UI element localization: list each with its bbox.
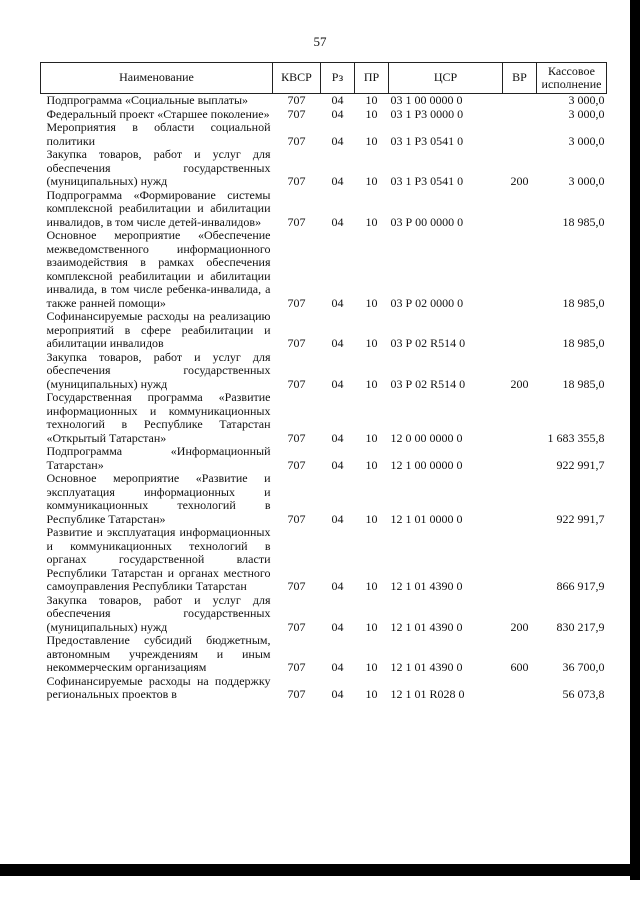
table-row (41, 94, 607, 108)
header-rz: Рз (321, 63, 355, 94)
cell-rz: 04 (331, 133, 344, 148)
cell-name: Закупка товаров, работ и услуг для обеспечения государственных (муниципальных) нужд (46, 592, 271, 634)
cell-pr: 10 (365, 106, 378, 121)
cell-name: Софинансируемые расходы на поддержку региональных проектов в (46, 673, 271, 701)
cell-vr (503, 675, 537, 702)
cell-kvsr: 707 (287, 93, 306, 107)
cell-name: Основное мероприятие «Обеспечение межведомственного информационного взаимодействия в рамках обеспечения комплексной реабилитации и абилитации инвалида, в том числе ребенка-инвалида, а также ранней помощи» (46, 228, 271, 310)
cell-pr: 10 (365, 295, 378, 310)
cell-csr: 12 0 00 0000 0 (390, 430, 463, 445)
cell-name: Основное мероприятие «Развитие и эксплуатация информационных и коммуникационных технологий в Республике Татарстан» (46, 471, 271, 526)
cell-rz: 04 (331, 579, 344, 593)
cell-name: Софинансируемые расходы на реализацию мероприятий в сфере реабилитации и абилитации инвалидов (46, 309, 271, 350)
cell-pr: 10 (365, 336, 378, 350)
table-row (41, 108, 607, 122)
cell-amount: 830 217,9 (556, 619, 605, 634)
cell-amount: 3 000,0 (568, 106, 605, 121)
cell-rz: 04 (331, 687, 344, 701)
cell-amount: 36 700,0 (562, 660, 605, 674)
cell-kvsr: 707 (287, 133, 306, 148)
table-row (41, 472, 607, 526)
cell-csr: 03 1 P3 0541 0 (390, 174, 464, 188)
cell-csr: 03 Р 02 R514 0 (390, 336, 466, 350)
table-row (41, 148, 607, 189)
cell-vr: 600 (510, 660, 529, 674)
cell-amount: 3 000,0 (568, 133, 605, 148)
cell-csr: 03 Р 02 R514 0 (390, 376, 466, 391)
cell-csr: 03 Р 00 0000 0 (390, 214, 464, 229)
cell-vr (503, 108, 537, 122)
cell-rz: 04 (331, 106, 344, 121)
cell-kvsr: 707 (287, 336, 306, 350)
cell-vr: 200 (510, 174, 529, 188)
cell-name: Развитие и эксплуатация информационных и коммуникационных технологий в органах государственной власти Республики Татарстан и органах местного самоуправления Республики Татарстан (46, 525, 271, 593)
cell-rz: 04 (331, 93, 344, 107)
table-row (41, 675, 607, 702)
cell-rz: 04 (331, 511, 344, 526)
cell-pr: 10 (365, 511, 378, 526)
cell-vr (503, 94, 537, 108)
scan-edge-right (630, 0, 640, 880)
cell-vr (503, 121, 537, 148)
table-row (41, 351, 607, 392)
cell-pr: 10 (365, 660, 378, 674)
cell-kvsr: 707 (287, 106, 306, 121)
cell-name: Мероприятия в области социальной политики (46, 120, 271, 148)
table-row (41, 310, 607, 351)
cell-rz: 04 (331, 336, 344, 350)
cell-kvsr: 707 (287, 457, 306, 472)
page-number: 57 (313, 34, 327, 49)
cell-pr: 10 (365, 214, 378, 229)
cell-pr: 10 (365, 93, 378, 107)
cell-kvsr: 707 (287, 295, 306, 310)
cell-kvsr: 707 (287, 214, 306, 229)
cell-amount: 18 985,0 (562, 214, 605, 229)
table-row (41, 445, 607, 472)
cell-pr: 10 (365, 376, 378, 391)
cell-name: Закупка товаров, работ и услуг для обеспечения государственных (муниципальных) нужд (46, 147, 271, 188)
cell-pr: 10 (365, 619, 378, 634)
cell-kvsr: 707 (287, 579, 306, 593)
table-row (41, 229, 607, 310)
table-row (41, 526, 607, 594)
cell-name: Государственная программа «Развитие информационных и коммуникационных технологий в Республике Татарстан «Открытый Татарстан» (46, 390, 271, 445)
cell-name: Предоставление субсидий бюджетным, автономным учреждениям и иным некоммерческим организациям (46, 633, 271, 674)
cell-csr: 12 1 01 4390 0 (390, 660, 463, 674)
cell-rz: 04 (331, 376, 344, 391)
cell-csr: 03 1 00 0000 0 (390, 93, 463, 107)
cell-rz: 04 (331, 174, 344, 188)
table-row (41, 189, 607, 230)
cell-kvsr: 707 (287, 660, 306, 674)
cell-csr: 03 1 P3 0000 0 (390, 106, 464, 121)
cell-amount: 18 985,0 (562, 336, 605, 350)
cell-pr: 10 (365, 174, 378, 188)
cell-pr: 10 (365, 457, 378, 472)
cell-csr: 12 1 01 0000 0 (390, 511, 463, 526)
header-vr: ВР (503, 63, 537, 94)
cell-csr: 03 1 P3 0541 0 (390, 133, 464, 148)
budget-table (40, 62, 607, 702)
cell-amount: 18 985,0 (562, 376, 605, 391)
header-name: Наименование (41, 63, 273, 94)
cell-rz: 04 (331, 430, 344, 445)
cell-name: Федеральный проект «Старшее поколение» (46, 106, 270, 121)
cell-pr: 10 (365, 133, 378, 148)
scan-edge-bottom (0, 864, 640, 876)
cell-kvsr: 707 (287, 174, 306, 188)
cell-vr (503, 229, 537, 310)
cell-vr (503, 445, 537, 472)
cell-kvsr: 707 (287, 376, 306, 391)
cell-pr: 10 (365, 687, 378, 701)
cell-csr: 12 1 01 4390 0 (390, 579, 463, 593)
cell-csr: 03 Р 02 0000 0 (390, 295, 464, 310)
cell-name: Подпрограмма «Формирование системы комплексной реабилитации и абилитации инвалидов, в том числе детей-инвалидов» (46, 187, 271, 229)
cell-amount: 56 073,8 (562, 687, 605, 701)
cell-rz: 04 (331, 295, 344, 310)
cell-amount: 18 985,0 (562, 295, 605, 310)
cell-rz: 04 (331, 660, 344, 674)
cell-vr: 200 (510, 376, 529, 391)
cell-amount: 866 917,9 (556, 579, 605, 593)
cell-rz: 04 (331, 214, 344, 229)
cell-name: Подпрограмма «Информационный Татарстан» (46, 444, 271, 472)
cell-amount: 3 000,0 (568, 93, 605, 107)
cell-name: Закупка товаров, работ и услуг для обеспечения государственных (муниципальных) нужд (46, 349, 271, 391)
table-row (41, 594, 607, 635)
cell-kvsr: 707 (287, 511, 306, 526)
cell-rz: 04 (331, 619, 344, 634)
cell-vr (503, 472, 537, 526)
header-csr: ЦСР (389, 63, 503, 94)
cell-name: Подпрограмма «Социальные выплаты» (46, 93, 249, 107)
cell-rz: 04 (331, 457, 344, 472)
table-row (41, 634, 607, 675)
cell-kvsr: 707 (287, 430, 306, 445)
cell-pr: 10 (365, 430, 378, 445)
table-row (41, 391, 607, 445)
cell-pr: 10 (365, 579, 378, 593)
cell-amount: 922 991,7 (556, 511, 605, 526)
cell-kvsr: 707 (287, 687, 306, 701)
cell-kvsr: 707 (287, 619, 306, 634)
header-amount: Кассовое исполнение (537, 63, 607, 94)
cell-vr (503, 310, 537, 351)
cell-csr: 12 1 01 R028 0 (390, 687, 465, 701)
cell-csr: 12 1 01 4390 0 (390, 619, 463, 634)
table-row (41, 121, 607, 148)
cell-vr (503, 391, 537, 445)
cell-vr (503, 526, 537, 594)
cell-amount: 3 000,0 (568, 174, 605, 188)
header-kvsr: КВСР (273, 63, 321, 94)
cell-vr: 200 (510, 619, 529, 634)
cell-amount: 1 683 355,8 (547, 430, 605, 445)
cell-vr (503, 189, 537, 230)
table-header-row (41, 63, 607, 94)
cell-amount: 922 991,7 (556, 457, 605, 472)
cell-csr: 12 1 00 0000 0 (390, 457, 463, 472)
header-pr: ПР (355, 63, 389, 94)
